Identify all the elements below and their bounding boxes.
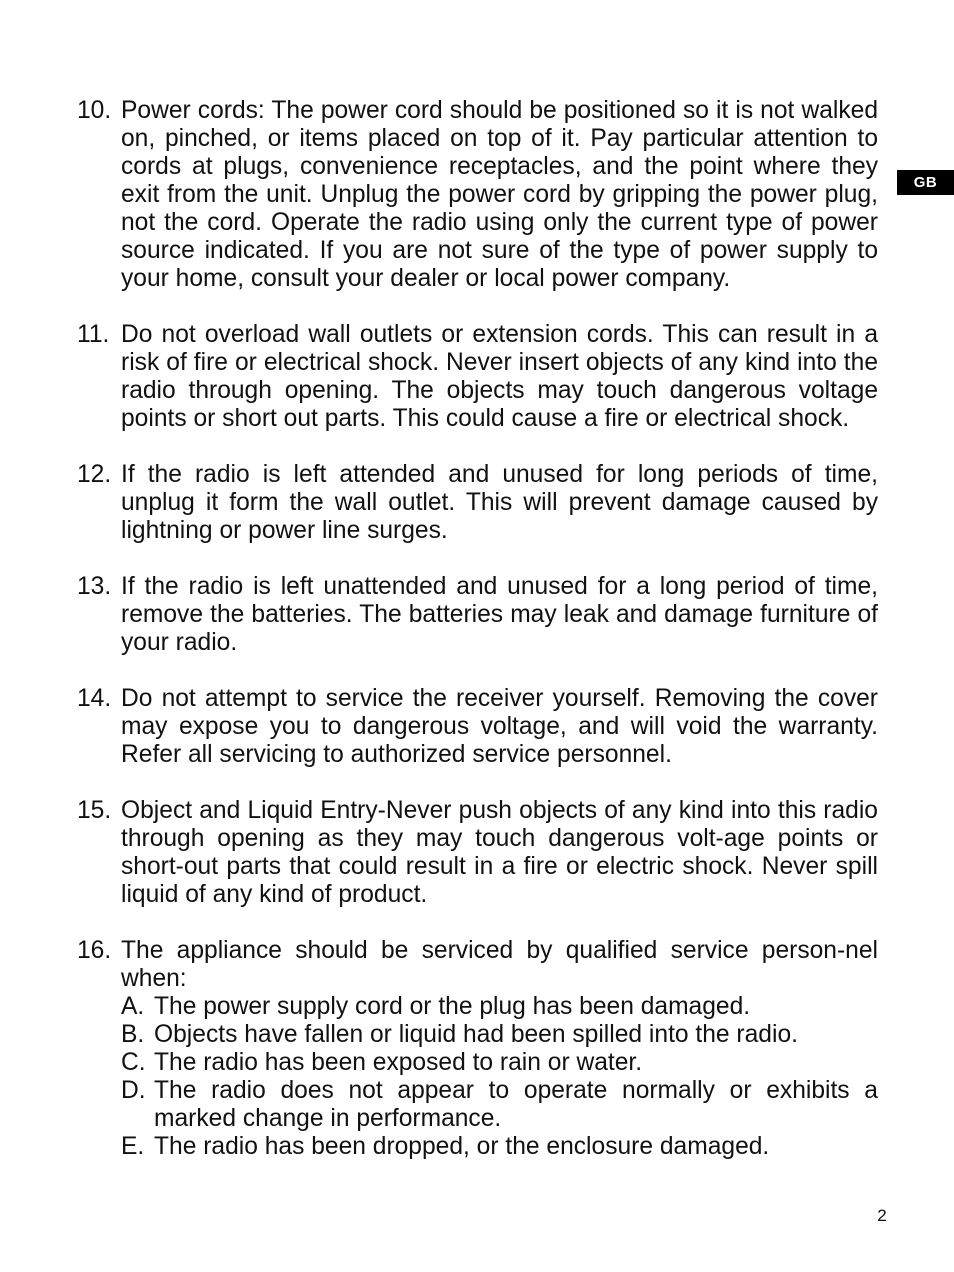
item-number: 11.	[77, 321, 110, 348]
sub-item-letter: E.	[121, 1133, 145, 1160]
list-item	[77, 685, 878, 769]
item-number: 15.	[77, 797, 112, 824]
item-text: Power cords: The power cord should be positioned so it is not walked on, pinched, or items placed on top of it. Pay particular attention to cords at plugs, convenience receptacles, and the point where they exit from the unit. Unplug the power cord by gripping the power plug, not the cord. Operate the radio using only the current type of power source indicated. If you are not sure of the type of power supply to your home, consult your dealer or local power company.	[121, 97, 878, 292]
safety-instructions-list	[77, 97, 878, 1189]
sub-item	[121, 1049, 878, 1077]
sub-item-text: Objects have fallen or liquid had been spilled into the radio.	[154, 1021, 798, 1048]
sub-item-letter: A.	[121, 993, 145, 1020]
sub-item-text: The radio has been dropped, or the enclosure damaged.	[154, 1133, 770, 1160]
item-number: 14.	[77, 685, 112, 712]
sub-item-text: The radio does not appear to operate normally or exhibits a marked change in performance.	[154, 1077, 878, 1132]
sub-item	[121, 993, 878, 1021]
item-number: 16.	[77, 937, 112, 964]
item-number: 10.	[77, 97, 112, 124]
item-number: 13.	[77, 573, 112, 600]
item-text: Do not overload wall outlets or extension cords. This can result in a risk of fire or electrical shock. Never insert objects of any kind into the radio through opening. The objects may touch dangerous voltage points or short out parts. This could cause a fire or electrical shock.	[121, 321, 878, 432]
sub-item-letter: D.	[121, 1077, 146, 1104]
item-text: Object and Liquid Entry-Never push objects of any kind into this radio through opening as they may touch dangerous volt-age points or short-out parts that could result in a fire or electric shock. Never spill liquid of any kind of product.	[121, 797, 878, 908]
language-tab: GB	[897, 170, 954, 195]
item-text: The appliance should be serviced by qualified service person-nel when:	[121, 937, 878, 992]
list-item	[77, 97, 878, 293]
list-item	[77, 573, 878, 657]
sub-item-text: The radio has been exposed to rain or water.	[154, 1049, 643, 1076]
sub-item-text: The power supply cord or the plug has been damaged.	[154, 993, 751, 1020]
item-text: If the radio is left attended and unused for long periods of time, unplug it form the wall outlet. This will prevent damage caused by lightning or power line surges.	[121, 461, 878, 544]
item-text: Do not attempt to service the receiver yourself. Removing the cover may expose you to dangerous voltage, and will void the warranty. Refer all servicing to authorized service personnel.	[121, 685, 878, 768]
list-item	[77, 461, 878, 545]
item-number: 12.	[77, 461, 112, 488]
item-body	[121, 937, 878, 1161]
list-item	[77, 937, 878, 1161]
list-item	[77, 321, 878, 433]
page-number: 2	[877, 1206, 887, 1225]
sub-item	[121, 1021, 878, 1049]
sub-item	[121, 1077, 878, 1133]
sub-item-letter: B.	[121, 1021, 145, 1048]
list-item	[77, 797, 878, 909]
sub-list	[121, 993, 878, 1161]
item-text: If the radio is left unattended and unused for a long period of time, remove the batteries. The batteries may leak and damage furniture of your radio.	[121, 573, 878, 656]
sub-item-letter: C.	[121, 1049, 146, 1076]
sub-item	[121, 1133, 878, 1161]
